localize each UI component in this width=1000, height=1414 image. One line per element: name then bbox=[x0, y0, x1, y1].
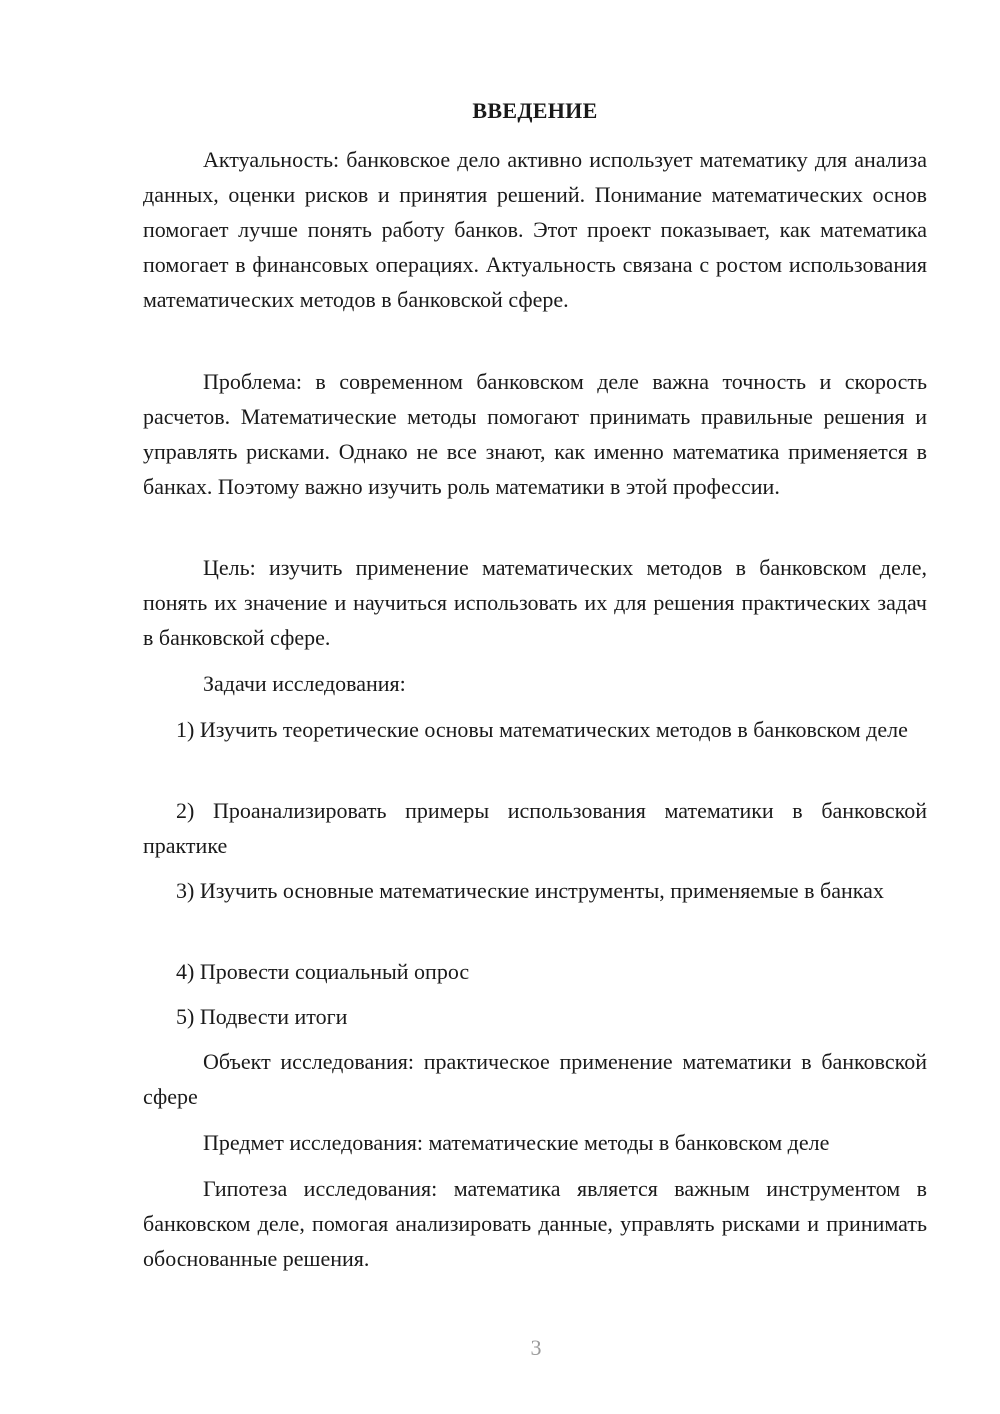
page-title: ВВЕДЕНИЕ bbox=[472, 98, 598, 123]
task-item: 3) Изучить основные математические инструменты, применяемые в банках bbox=[176, 878, 884, 903]
task-item: 1) Изучить теоретические основы математических методов в банковском деле bbox=[176, 717, 908, 742]
task-item: 2) Проанализировать примеры использования математики в банковской практике bbox=[143, 798, 927, 858]
task-item: 4) Провести социальный опрос bbox=[176, 959, 470, 984]
task-item: 5) Подвести итоги bbox=[176, 1004, 348, 1029]
tasks-heading: Задачи исследования: bbox=[203, 671, 406, 696]
goal-paragraph: Цель: изучить применение математических методов в банковском деле, понять их значение и научиться использовать их для решения практических задач в банковской сфере. bbox=[143, 555, 927, 650]
page-number: 3 bbox=[530, 1335, 542, 1360]
problem-paragraph: Проблема: в современном банковском деле важна точность и скорость расчетов. Математические методы помогают принимать правильные решения и управлять рисками. Однако не все знают, как именно математика применяется в банках. Поэтому важно изучить роль математики в этой профессии. bbox=[143, 369, 927, 499]
hypothesis-paragraph: Гипотеза исследования: математика является важным инструментом в банковском деле, помогая анализировать данные, управлять рисками и принимать обоснованные решения. bbox=[143, 1176, 927, 1271]
subject-paragraph: Предмет исследования: математические методы в банковском деле bbox=[203, 1130, 830, 1155]
object-paragraph: Объект исследования: практическое применение математики в банковской сфере bbox=[143, 1049, 927, 1109]
relevance-paragraph: Актуальность: банковское дело активно использует математику для анализа данных, оценки рисков и принятия решений. Понимание математических основ помогает лучше понять работу банков. Этот проект показывает, как математика помогает в финансовых операциях. Актуальность связана с ростом использования математических методов в банковской сфере. bbox=[143, 147, 927, 312]
